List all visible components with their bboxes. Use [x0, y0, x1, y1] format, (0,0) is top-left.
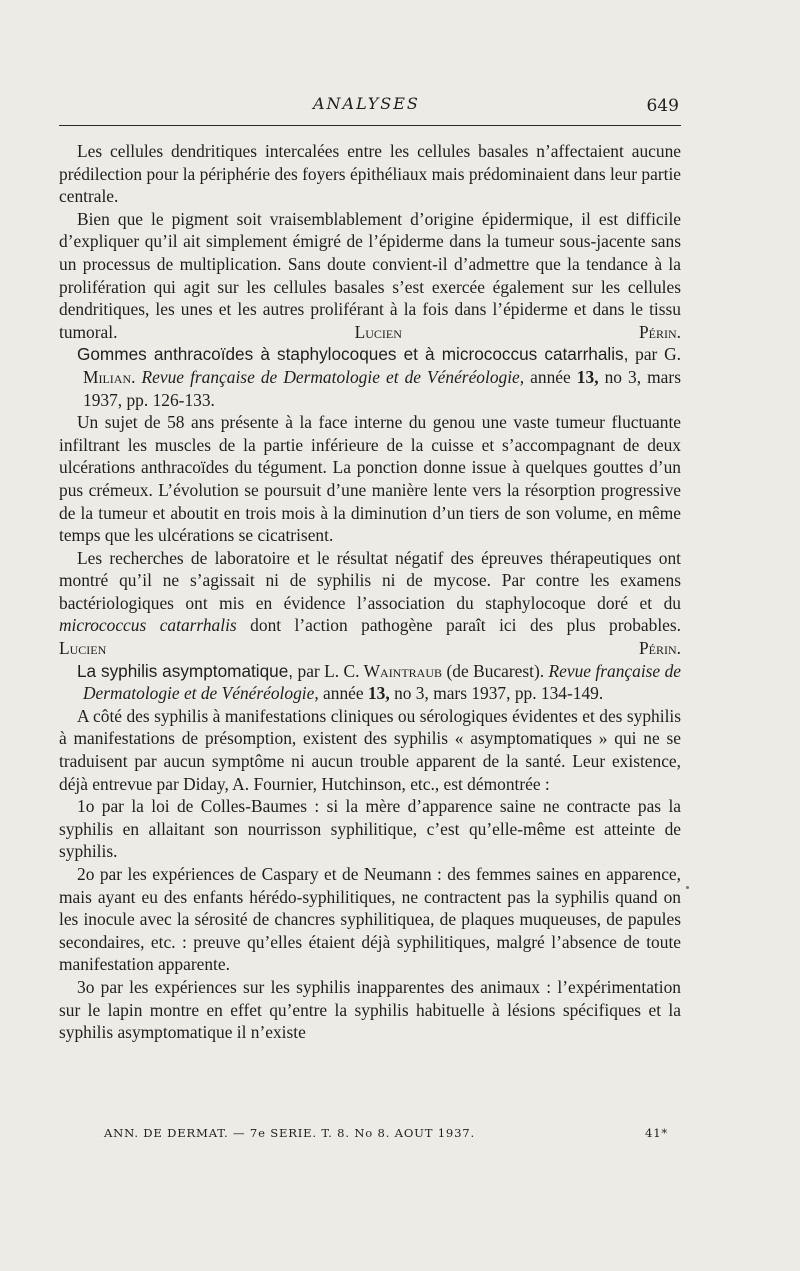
header-rule	[59, 125, 681, 126]
article3-issue: no 3, mars 1937, pp. 134-149.	[394, 683, 604, 704]
article3-journal: Revue française de Dermatologie et de Vénéréologie,	[83, 660, 681, 704]
article1-signature: Lucien Périn.	[354, 321, 681, 342]
article3-paragraph-1: A côté des syphilis à manifestations cliniques ou sérologiques évidentes et des syphilis à manifestations de présomption, existent des syphilis « asymptomatiques » qui ne se traduisent par aucun symptôme ni aucun trouble apparent de la santé. Leur existence, déjà entrevue par Diday, A. Fournier, Hutchinson, etc., est démontrée :	[59, 705, 681, 794]
article2-signature: Lucien Périn.	[59, 638, 681, 659]
article3-paragraph-3: 2o par les expériences de Caspary et de Neumann : des femmes saines en apparence, mais ayant eu des enfants hérédo-syphilitiques, ne contractent pas la syphilis quand on les inocule avec la sérosité de chancres syphilitiquea, de plaques muqueuses, de papules secondaires, etc. : preuve qu’elles étaient déjà syphilitiques, malgré l’absence de toute manifestation apparente.	[59, 864, 681, 975]
article1-paragraph-1: Les cellules dendritiques intercalées entre les cellules basales n’affectaient aucune prédilection pour la périphérie des foyers épithéliaux mais prédominaient dans leur partie centrale.	[59, 141, 681, 207]
running-title: ANALYSES	[313, 94, 420, 113]
article3-paragraph-2: 1o par la loi de Colles-Baumes : si la mère d’apparence saine ne contracte pas la syphilis en allaitant son nourrisson syphilitique, c’est qu’elle-même est atteinte de syphilis.	[59, 796, 681, 862]
article2-heading: Gommes anthracoïdes à staphylocoques et à micrococcus catarrhalis, par G. Milian. Revue française de Dermatologie et de Vénéréologie, année 13, no 3, mars 1937, pp. 126-133.	[77, 344, 681, 410]
page-footer	[104, 1126, 694, 1140]
article1-paragraph-2: Bien que le pigment soit vraisemblablement d’origine épidermique, il est difficile d’expliquer qu’il ait simplement émigré de l’épiderme dans la tumeur sous-jacente sans un processus de multiplication. Sans doute convient-il d’admettre que la tendance à la prolifération qui agit sur les cellules basales s’est exercée également sur les cellules dendritiques, les unes et les autres proliférant à la fois dans l’épiderme et dans le tissu tumoral. Lucien Périn.	[59, 208, 681, 342]
article3-title: La syphilis asymptomatique,	[77, 660, 294, 681]
page-number: 649	[646, 96, 679, 116]
footer-citation: ANN. DE DERMAT. — 7e SERIE. T. 8. No 8. AOUT 1937.	[104, 1126, 475, 1140]
article2-paragraph-1: Un sujet de 58 ans présente à la face interne du genou une vaste tumeur fluctuante infiltrant les muscles de la partie inférieure de la cuisse et s’accompagnant de deux ulcérations anthracoïdes du tégument. La ponction donne issue à quelques gouttes d’un pus crémeux. L’évolution se poursuit d’une manière lente vers la résorption progressive de la tumeur et aboutit en trois mois à la diminution d’un tiers de son volume, en même temps que les ulcérations se cicatrisent.	[59, 412, 681, 546]
article2-paragraph-2: Les recherches de laboratoire et le résultat négatif des épreuves thérapeutiques ont montré qu’il ne s’agissait ni de syphilis ni de mycose. Par contre les examens bactériologiques ont mis en évidence l’association du staphylocoque doré et du micrococcus catarrhalis dont l’action pathogène paraît ici des plus probables. Lucien Périn.	[59, 547, 682, 659]
page-header	[59, 94, 681, 124]
article2-issue: no 3, mars 1937, pp. 126-133.	[83, 366, 681, 410]
article3-paragraph-4: 3o par les expériences sur les syphilis inapparentes des animaux : l’expérimentation sur le lapin montre en effet qu’entre la syphilis habituelle à lésions spécifiques et la syphilis asymptomatique il n’existe	[59, 976, 681, 1043]
article3-author: L. C. Waintraub	[324, 660, 443, 681]
article3-heading: La syphilis asymptomatique, par L. C. Waintraub (de Bucarest). Revue française de Dermatologie et de Vénéréologie, année 13, no 3, mars 1937, pp. 134-149.	[77, 660, 681, 704]
page-body	[59, 140, 681, 1044]
article2-author: G. Milian.	[83, 344, 681, 387]
paper-speck	[686, 886, 689, 889]
article2-title: Gommes anthracoïdes à staphylocoques et à micrococcus catarrhalis,	[77, 344, 629, 365]
footer-signature-mark: 41*	[645, 1126, 668, 1140]
article2-journal: Revue française de Dermatologie et de Vénéréologie,	[141, 366, 525, 387]
